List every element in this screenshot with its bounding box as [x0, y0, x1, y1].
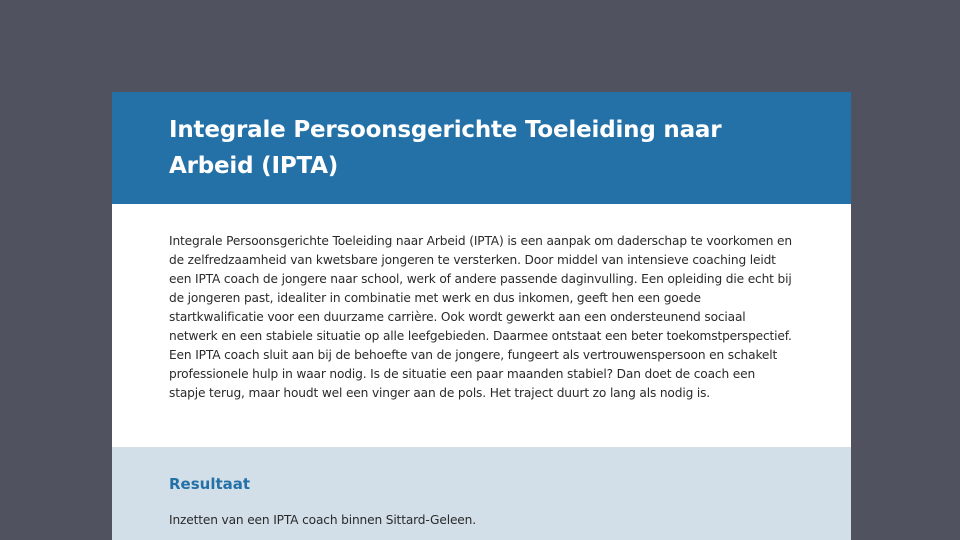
description-section [112, 204, 851, 447]
page-title: Integrale Persoonsgerichte Toeleiding naar Arbeid (IPTA) [169, 117, 722, 179]
project-card [112, 92, 851, 540]
result-section [112, 447, 851, 540]
result-text: Inzetten van een IPTA coach binnen Sittard-Geleen. [169, 513, 476, 527]
card-header [112, 92, 851, 204]
result-heading: Resultaat [169, 475, 251, 493]
description-text: Integrale Persoonsgerichte Toeleiding naar Arbeid (IPTA) is een aanpak om daderschap te voorkomen en de zelfredzaamheid van kwetsbare jongeren te versterken. Door middel van intensieve coaching leidt een IPTA coach de jongere naar school, werk of andere passende daginvulling. Een opleiding die echt bij de jongeren past, idealiter in combinatie met werk en dus inkomen, geeft hen een goede startkwalificatie voor een duurzame carrière. Ook wordt gewerkt aan een ondersteunend sociaal netwerk en een stabiele situatie op alle leefgebieden. Daarmee ontstaat een beter toekomstperspectief. Een IPTA coach sluit aan bij de behoefte van de jongere, fungeert als vertrouwenspersoon en schakelt professionele hulp in waar nodig. Is de situatie een paar maanden stabiel? Dan doet de coach een stapje terug, maar houdt wel een vinger aan de pols. Het traject duurt zo lang als nodig is. [169, 234, 792, 400]
